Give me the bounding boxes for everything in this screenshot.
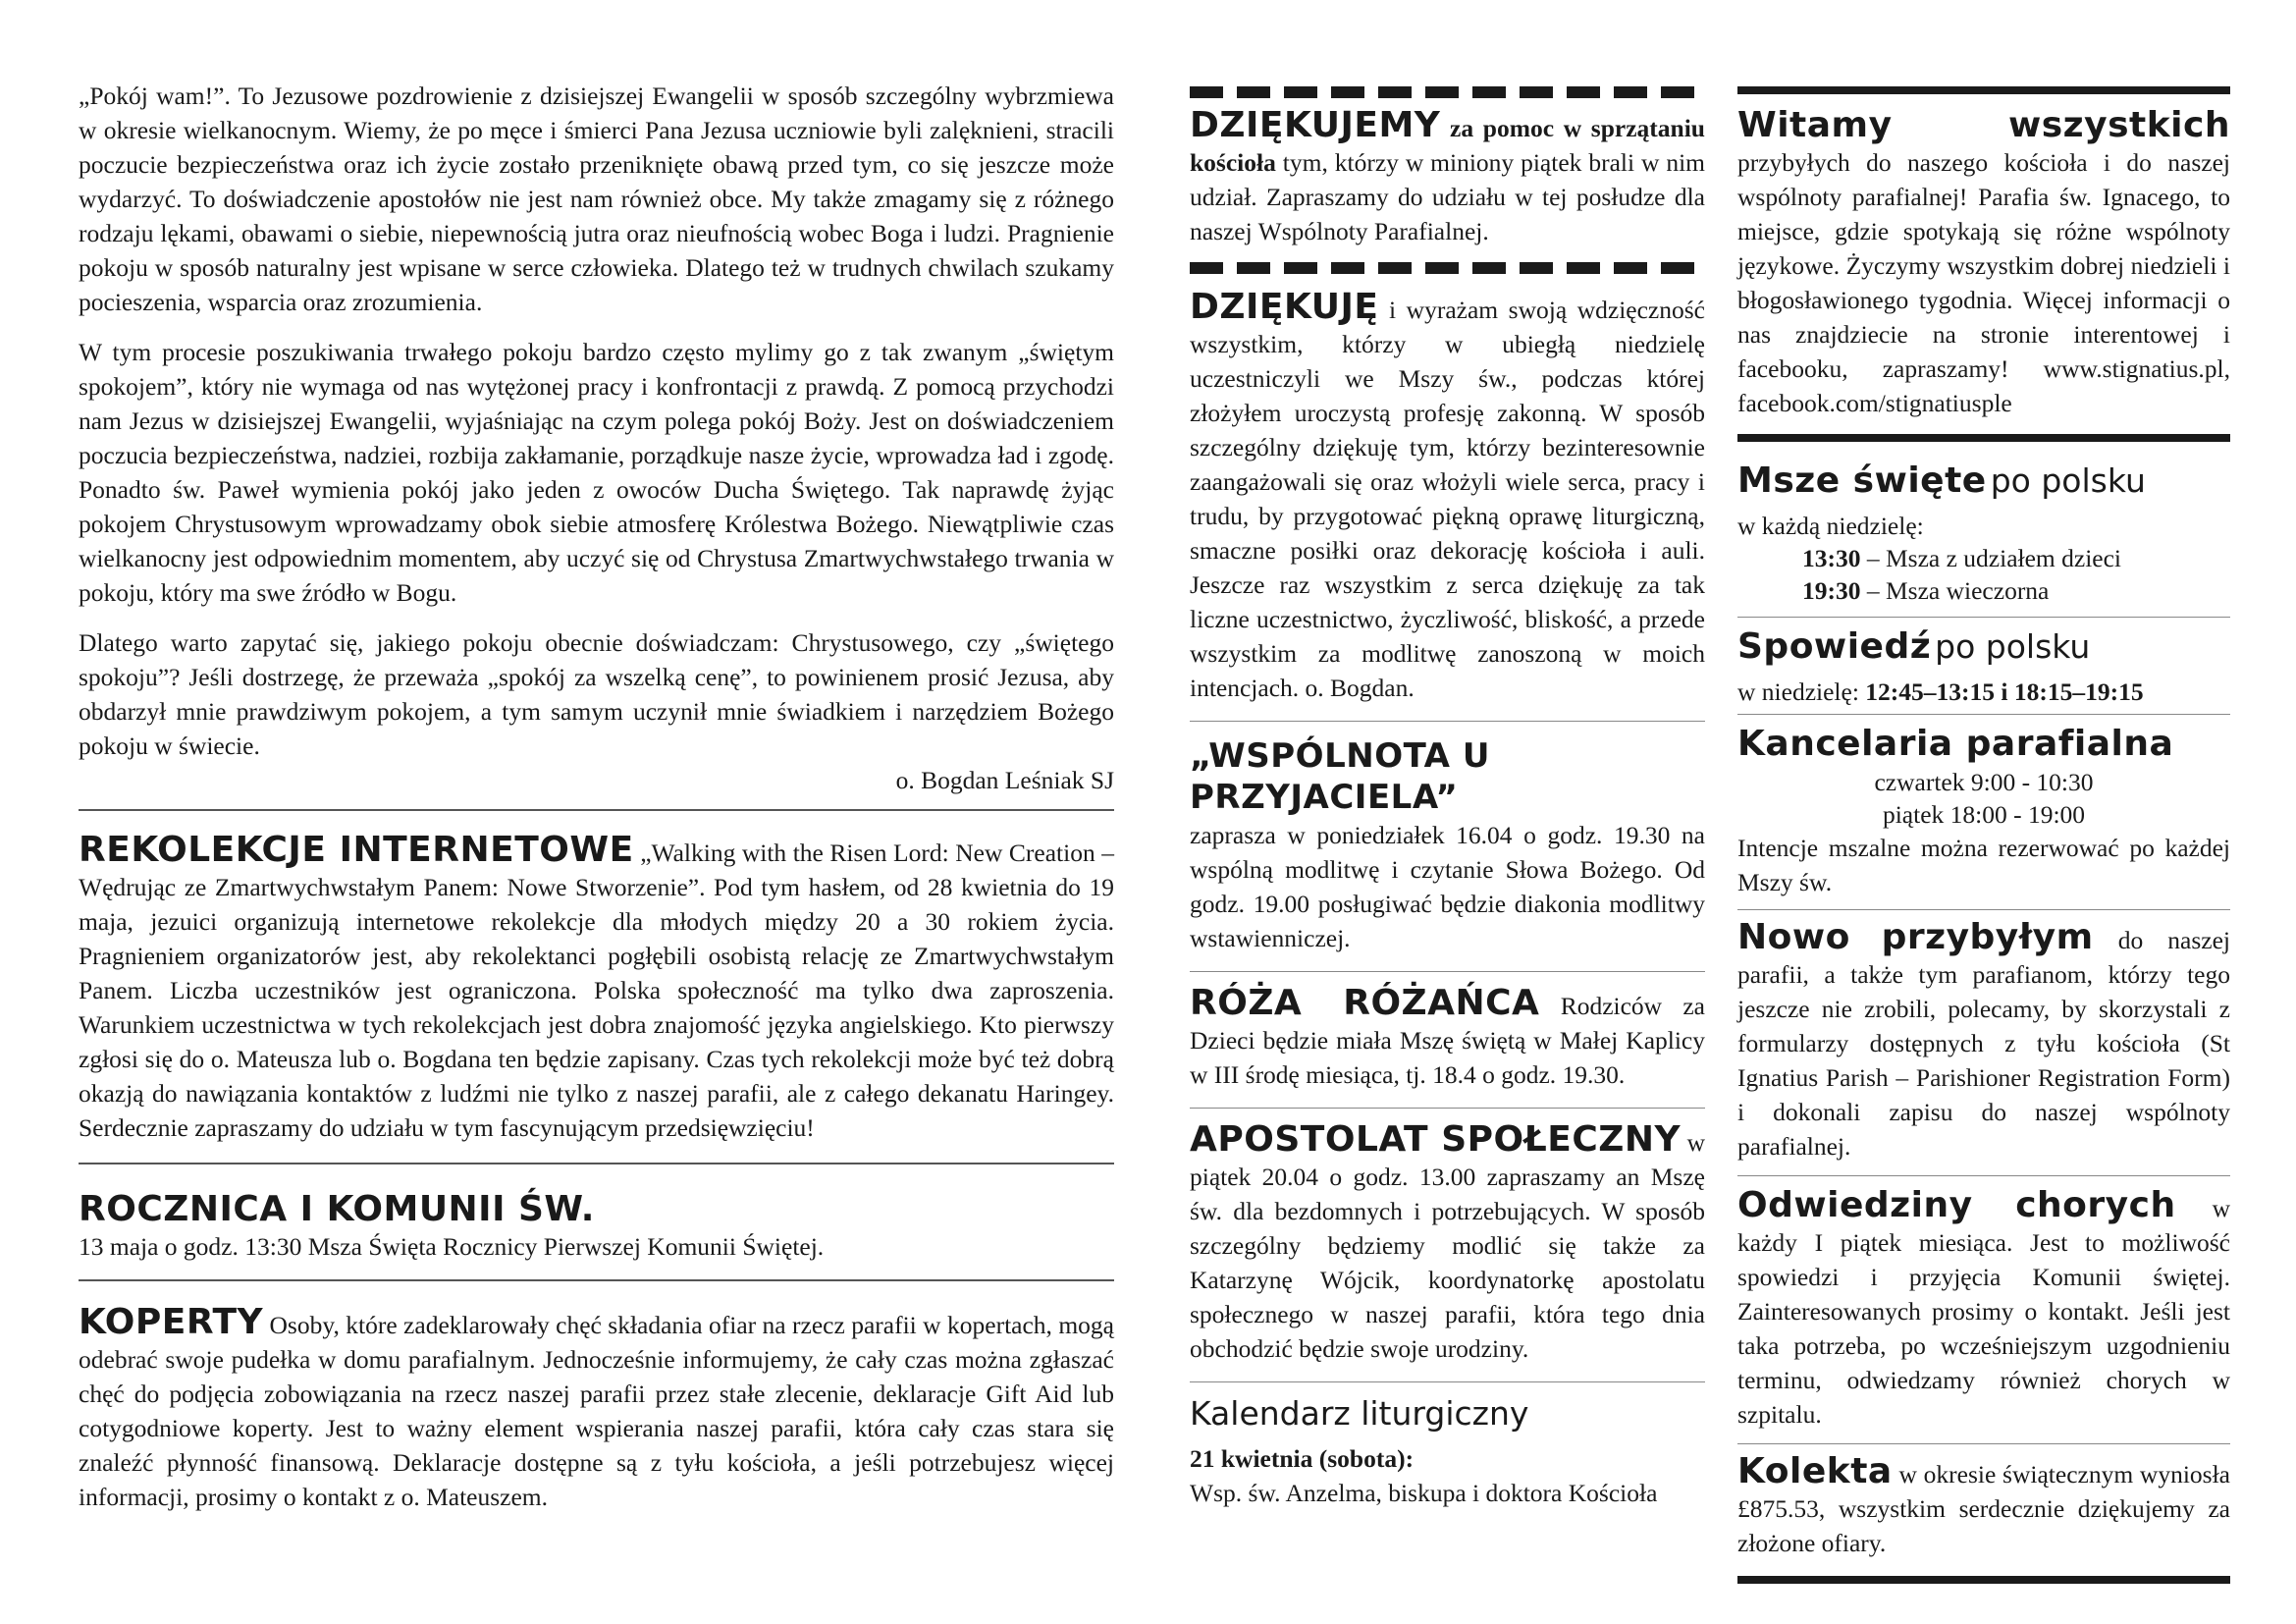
intro-paragraph-3: Dlatego warto zapytać się, jakiego pokoju obecnie doświadczam: Chrystusowego, czy „świętego spokoju”? Jeśli dostrzegę, że przeważa „spokój za wszelką cenę”, to powinienem prosić Jezusa, aby obdarzył mnie prawdziwym pokojem, a tym samym uczynił mnie świadkiem i narzędziem Bożego pokoju w świecie. [79, 628, 1114, 760]
nowo-text: do naszej parafii, a także tym parafianom, którzy tego jeszcze nie zrobili, polecamy, by skorzystali z formularzy dostępnych z tyłu kościoła (St Ignatius Parish – Parishioner Registration Form) i dokonali zapisu do naszej wspólnoty parafialnej. [1737, 926, 2231, 1161]
odwiedziny-section [1737, 1185, 2231, 1432]
rekolekcje-text: „Walking with the Risen Lord: New Creation – Wędrując ze Zmartwychwstałym Panem: Nowe Stworzenie”. Pod tym hasłem, od 28 kwietnia do 19 maja, jezuici organizują internetowe rekolekcje dla młodych między 20 a 30 rokiem życia. Pragnieniem organizatorów jest, aby rekolektanci pogłębili osobistą relację ze Zmartwychwstałym Panem. Liczba uczestników jest ograniczona. Polska społeczność ma tylko dwa zaproszenia. Warunkiem uczestnictwa w tych rekolekcjach jest dobra znajomość języka angielskiego. Kto pierwszy zgłosi się do o. Mateusza lub o. Bogdana ten będzie zapisany. Czas tych rekolekcji może być też dobrą okazją do nawiązania kontaktów z ludźmi nie tylko z naszej parafii, ale z całego dekanatu Haringey. Serdecznie zapraszamy do udziału w tym fascynującym przedsięwzięciu! [79, 839, 1115, 1142]
author-signature: o. Bogdan Leśniak SJ [895, 766, 1114, 794]
intro-paragraph-1: „Pokój wam!”. To Jezusowe pozdrowienie z dzisiejszej Ewangelii w sposób szczególny wybrzmiewa w okresie wielkanocnym. Wiemy, że po męce i śmierci Pana Jezusa uczniowie byli zalęknieni, stracili poczucie bezpieczeństwa oraz ich życie zostało przeniknięte obawą przed tym, co się jeszcze może wydarzyć. To doświadczenie apostołów nie jest nam również obce. My także zmagamy się z różnego rodzaju lękami, obawami o siebie, niepewnością jutra oraz nieufnością wobec Boga i ludzi. Pragnienie pokoju w sposób naturalny jest wpisane w serce człowieka. Dlatego też w trudnych chwilach szukamy pocieszenia, wsparcia oraz zrozumienia. [79, 81, 1114, 316]
koperty-text: Osoby, które zadeklarowały chęć składania ofiar na rzecz parafii w kopertach, mogą odebrać swoje pudełka w domu parafialnym. Jednocześnie informujemy, że cały czas można zgłaszać chęć do podjęcia zobowiązania na rzecz naszej parafii przez stałe zlecenie, deklaracje Gift Aid lub cotygodniowe koperty. Jest to ważny element wspierania naszej parafii, która cały czas stara się znaleźć płynność finansową. Deklaracje dostępne są z tyłu kościoła, a jeśli potrzebujesz więcej informacji, prosimy o kontakt z o. Mateuszem. [79, 1311, 1114, 1511]
middle-column [1190, 86, 1705, 1510]
apostolat-section [1190, 1119, 1705, 1366]
dziekuje-text: i wyrażam swoją wdzięczność wszystkim, którzy w ubiegłą niedzielę uczestniczyli we Mszy św., podczas której złożyłem uroczystą profesję zakonną. W sposób szczególny dziękuję tym, którzy bezinteresownie zaangażowali się oraz włożyli wiele serca, pracy i trudu, by przygotować piękną oprawę liturgiczną, smaczne posiłki oraz dekorację kościoła i auli. Jeszcze raz wszystkim z serca dziękuję za tak liczne uczestnictwo, życzliwość, bliskość, a przede wszystkim za modlitwę zanoszoną w moich intencjach. o. Bogdan. [1190, 296, 1705, 702]
kolekta-heading: Kolekta [1737, 1451, 1893, 1491]
section-divider [1737, 714, 2230, 715]
msze-when: w każdą niedzielę: [1737, 512, 1924, 540]
koperty-section [79, 1302, 1114, 1514]
msze-2-text: – Msza wieczorna [1866, 576, 2050, 605]
msze-2-time: 19:30 [1802, 576, 1861, 605]
witamy-section [1737, 105, 2230, 420]
dziekujemy-section [1190, 105, 1706, 248]
section-divider [1737, 1175, 2230, 1176]
dziekujemy-bold: za pomoc w sprzątaniu kościoła [1190, 114, 1705, 177]
dashed-divider [1190, 86, 1705, 98]
roza-section [1190, 983, 1706, 1092]
right-column [1737, 86, 2230, 1584]
kancelaria-hours-1: czwartek 9:00 - 10:30 [1874, 768, 2094, 796]
msze-suffix: po polsku [1990, 461, 2146, 500]
kalendarz-heading: Kalendarz liturgiczny [1190, 1394, 1529, 1433]
section-divider [1190, 1108, 1705, 1109]
wspolnota-heading: „WSPÓLNOTA U PRZYJACIELA” [1190, 736, 1490, 817]
section-divider [1190, 971, 1705, 972]
section-divider [79, 809, 1114, 811]
spowiedz-times: 12:45–13:15 i 18:15–19:15 [1865, 677, 2144, 706]
dziekuje-section [1190, 287, 1705, 705]
rocznica-text: 13 maja o godz. 13:30 Msza Święta Rocznicy Pierwszej Komunii Świętej. [79, 1232, 825, 1261]
thick-divider [1737, 86, 2230, 94]
dziekujemy-heading: DZIĘKUJEMY [1190, 105, 1441, 145]
spowiedz-suffix: po polsku [1935, 627, 2091, 666]
apostolat-heading: APOSTOLAT SPOŁECZNY [1190, 1119, 1682, 1160]
odwiedziny-heading: Odwiedziny chorych [1737, 1185, 2176, 1225]
roza-text: Rodziców za Dzieci będzie miała Mszę świętą w Małej Kaplicy w III środę miesiąca, tj. 18.4 o godz. 19.30. [1190, 992, 1706, 1089]
msze-heading: Msze święte [1737, 460, 1987, 501]
rekolekcje-heading: REKOLEKCJE INTERNETOWE [79, 830, 634, 870]
thick-divider [1737, 434, 2230, 442]
koperty-heading: KOPERTY [79, 1302, 264, 1342]
spowiedz-heading-row [1737, 625, 2230, 676]
roza-heading: RÓŻA RÓŻAŃCA [1190, 983, 1540, 1023]
section-divider [79, 1279, 1114, 1281]
witamy-text: przybyłych do naszego kościoła i do naszej wspólnoty parafialnej! Parafia św. Ignacego, to miejsce, gdzie spotykają się różne wspólnoty językowe. Życzymy wszystkim dobrej niedzieli i błogosławionego tygodnia. Więcej informacji o nas znajdziecie na stronie interentowej i facebooku, zapraszamy! www.stignatius.pl, facebook.com/stignatiusple [1737, 148, 2230, 417]
kancelaria-heading: Kancelaria parafialna [1737, 724, 2174, 764]
section-divider [1737, 617, 2230, 618]
msze-1-time: 13:30 [1802, 544, 1861, 572]
section-divider [1190, 1381, 1705, 1382]
kolekta-section [1737, 1451, 2230, 1560]
section-divider [1190, 721, 1705, 722]
kalendarz-date-text: 21 kwietnia (sobota): [1190, 1444, 1415, 1473]
spowiedz-heading: Spowiedź [1737, 626, 1932, 667]
msze-item-1 [1737, 542, 2230, 574]
thick-divider [1737, 1576, 2230, 1584]
apostolat-text: w piątek 20.04 o godz. 13.00 zapraszamy an Mszę św. dla bezdomnych i potrzebujących. W sposób szczególny będziemy modlić się także za Katarzynę Wójcik, koordynatorkę apostolatu społecznego w naszej parafii, która tego dnia obchodzić będzie swoje urodziny. [1190, 1128, 1705, 1363]
nowo-section [1737, 917, 2231, 1164]
msze-1-text: – Msza z udziałem dzieci [1866, 544, 2122, 572]
dashed-divider [1190, 262, 1705, 274]
kancelaria-text: Intencje mszalne można rezerwować po każdej Mszy św. [1737, 834, 2230, 896]
section-divider [1737, 909, 2230, 910]
msze-heading-row [1737, 460, 2230, 510]
kalendarz-text: Wsp. św. Anzelma, biskupa i doktora Kościoła [1190, 1479, 1658, 1507]
dziekuje-heading: DZIĘKUJĘ [1190, 287, 1379, 327]
dziekujemy-text: tym, którzy w miniony piątek brali w nim udział. Zapraszamy do udziału w tej posłudze dla naszej Wspólnoty Parafialnej. [1190, 148, 1706, 245]
section-divider [1737, 1443, 2230, 1444]
rocznica-heading: ROCZNICA I KOMUNII ŚW. [79, 1189, 595, 1229]
spowiedz-line [1737, 676, 2230, 708]
section-divider [79, 1163, 1114, 1164]
wspolnota-text: zaprasza w poniedziałek 16.04 o godz. 19.30 na wspólną modlitwę i czytanie Słowa Bożego. Od godz. 19.00 posługiwać będzie diakonia modlitwy wstawienniczej. [1190, 821, 1705, 952]
kancelaria-hours-2: piątek 18:00 - 19:00 [1882, 800, 2086, 829]
rekolekcje-section [79, 830, 1115, 1145]
main-column [79, 79, 1114, 1514]
nowo-heading: Nowo przybyłym [1737, 917, 2094, 957]
intro-paragraph-2: W tym procesie poszukiwania trwałego pokoju bardzo często mylimy go z tak zwanym „świętym spokojem”, który nie wymaga od nas wytężonej pracy i konfrontacji z prawdą. Z pomocą przychodzi nam Jezus w dzisiejszej Ewangelii, wyjaśniając na czym polega pokój Boży. Jest on doświadczeniem poczucia bezpieczeństwa, nadziei, rozbija zakłamanie, porządkuje nasze życie, wprowadza ład i zgodę. Ponadto św. Paweł wymienia pokój jako jeden z owoców Ducha Świętego. Tak naprawdę żyjąc pokojem Chrystusowym wprowadzamy obok siebie atmosferę Królestwa Bożego. Niewątpliwie czas wielkanocny jest odpowiednim momentem, aby uczyć się od Chrystusa Zmartwychwstałego trwania w pokoju, który ma swe źródło w Bogu. [79, 338, 1114, 607]
odwiedziny-text: w każdy I piątek miesiąca. Jest to możliwość spowiedzi i przyjęcia Komunii świętej. Zainteresowanych prosimy o kontakt. Jeśli jest taka potrzeba, po wcześniejszym uzgodnieniu terminu, odwiedzamy również chorych w szpitalu. [1737, 1194, 2231, 1429]
msze-item-2 [1737, 574, 2230, 607]
witamy-heading: Witamy wszystkich [1737, 105, 2230, 145]
kolekta-text: w okresie świątecznym wyniosła £875.53, wszystkim serdecznie dziękujemy za złożone ofiary. [1737, 1460, 2230, 1557]
spowiedz-when: w niedzielę: [1737, 677, 1859, 706]
kalendarz-date [1190, 1441, 1705, 1476]
